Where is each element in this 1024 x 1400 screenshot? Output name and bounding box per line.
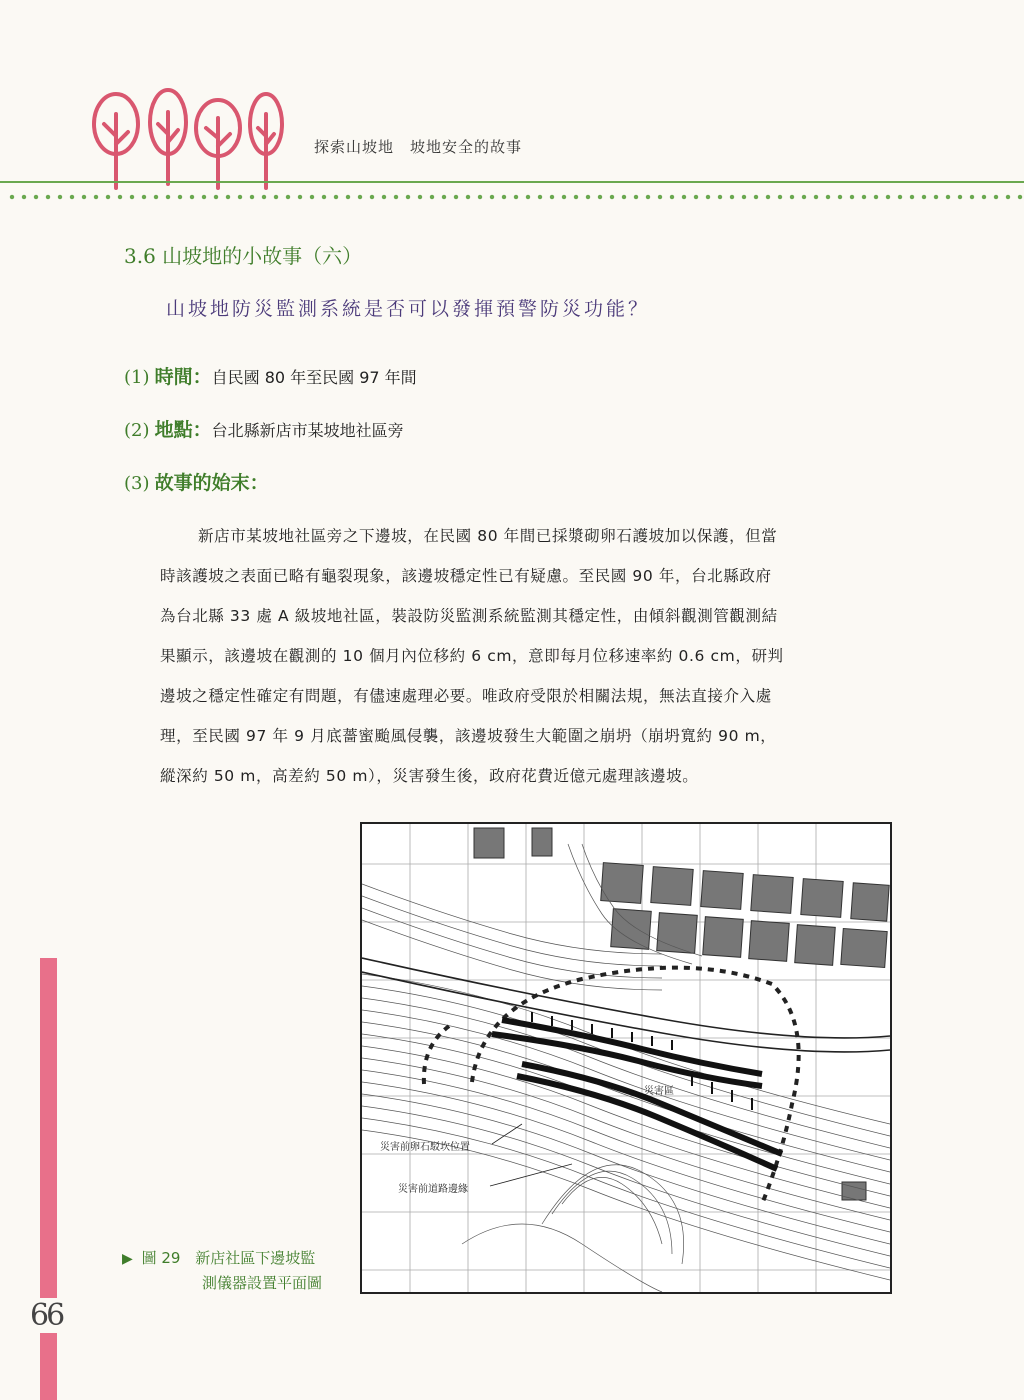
caption-number: 圖 29 (141, 1249, 181, 1267)
label-road-edge: 災害前道路邊緣 (398, 1184, 468, 1195)
item-label: 故事的始末： (154, 472, 269, 494)
story-paragraph (160, 516, 890, 796)
item-label: 時間： (154, 366, 212, 388)
page-side-bar (40, 958, 57, 1400)
section-question: 山坡地防災監測系統是否可以發揮預警防災功能？ (166, 298, 651, 320)
header-rule (0, 181, 1024, 183)
item-number: (2) (124, 420, 150, 441)
paragraph-line: 果顯示，該邊坡在觀測的 10 個月內位移約 6 cm，意即每月位移速率約 0.6 cm，研判 (160, 647, 784, 665)
paragraph-line: 邊坡之穩定性確定有問題，有儘速處理必要。唯政府受限於相關法規，無法直接介入處 (160, 687, 772, 705)
item-value: 自民國 80 年至民國 97 年間 (211, 368, 417, 387)
item-location (124, 415, 404, 442)
label-wall-position: 災害前卵石駁坎位置 (380, 1142, 470, 1153)
item-value: 台北縣新店市某坡地社區旁 (211, 421, 404, 440)
header-title: 探索山坡地 坡地安全的故事 (314, 138, 523, 156)
item-number: (3) (124, 473, 150, 494)
item-story (124, 468, 269, 495)
caption-line2: 測儀器設置平面圖 (202, 1274, 323, 1292)
page-number: 66 (30, 1298, 63, 1333)
label-disaster-zone: 災害區 (644, 1086, 674, 1097)
caption-arrow-icon: ▶ (122, 1251, 133, 1267)
paragraph-line: 縱深約 50 m，高差約 50 m），災害發生後，政府花費近億元處理該邊坡。 (160, 767, 699, 785)
caption-line1: 新店社區下邊坡監 (195, 1249, 316, 1267)
item-time (124, 362, 417, 389)
paragraph-line: 時該護坡之表面已略有龜裂現象，該邊坡穩定性已有疑慮。至民國 90 年，台北縣政府 (160, 567, 772, 585)
paragraph-line: 為台北縣 33 處 A 級坡地社區，裝設防災監測系統監測其穩定性，由傾斜觀測管觀測結 (160, 607, 778, 625)
figure-caption (122, 1246, 322, 1295)
item-number: (1) (124, 367, 150, 388)
paragraph-line: 理，至民國 97 年 9 月底薔蜜颱風侵襲，該邊坡發生大範圍之崩坍（崩坍寬約 90 m， (160, 727, 777, 745)
site-plan-drawing (362, 824, 890, 1292)
paragraph-line: 新店市某坡地社區旁之下邊坡，在民國 80 年間已採漿砌卵石護坡加以保護，但當 (198, 527, 778, 545)
section-title: 3.6 山坡地的小故事（六） (124, 244, 363, 268)
site-plan-figure (360, 822, 892, 1294)
header-dotted-rule (6, 194, 1024, 200)
header-trees-logo (86, 84, 296, 192)
item-label: 地點： (154, 419, 212, 441)
